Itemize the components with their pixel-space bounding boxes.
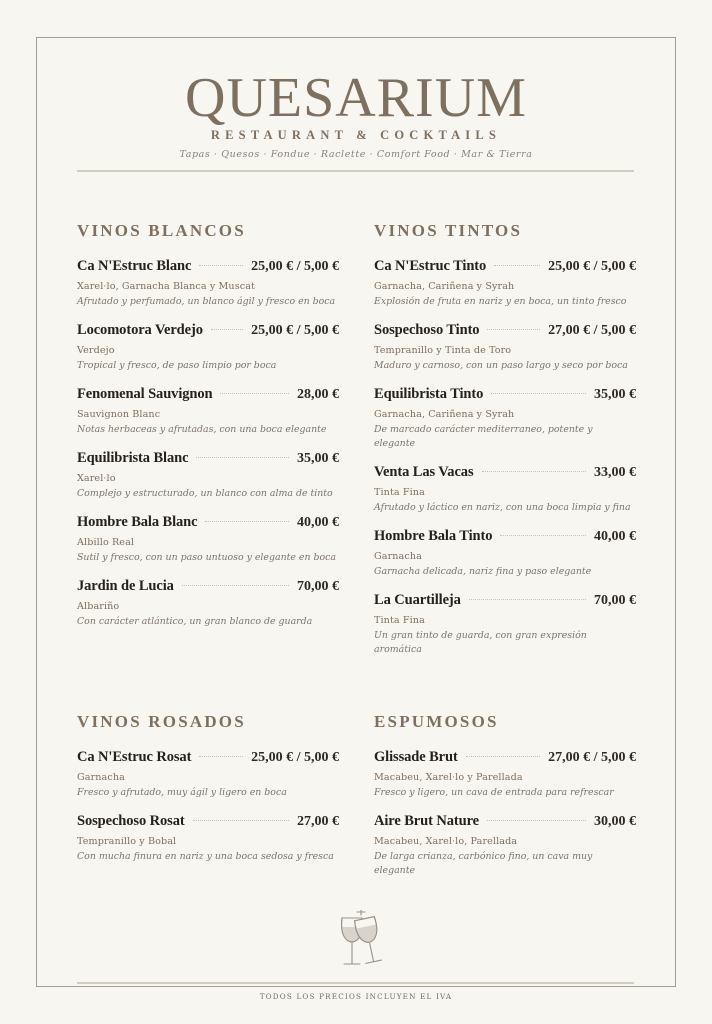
wine-glasses-icon [337, 910, 387, 968]
item-description: Con mucha finura en nariz y una boca sedosa y fresca [77, 851, 334, 862]
item-price: 27,00 € / 5,00 € [548, 323, 636, 338]
item-price: 35,00 € [297, 451, 339, 466]
section-title: ESPUMOSOS [374, 712, 499, 731]
item-name: Hombre Bala Blanc [77, 514, 198, 530]
item-price: 25,00 € / 5,00 € [251, 323, 339, 338]
brand-title: QUESARIUM [185, 67, 527, 129]
section-espumosos [374, 712, 636, 891]
item-description: Complejo y estructurado, un blanco con alma de tinto [77, 488, 333, 499]
item-grape: Albariño [77, 601, 120, 612]
item-price: 27,00 € [297, 814, 339, 829]
item-description: De marcado carácter mediterraneo, potente y elegante [374, 424, 593, 449]
item-grape: Tinta Fina [374, 487, 425, 498]
item-description: Sutil y fresco, con un paso untuoso y elegante en boca [77, 552, 336, 563]
menu-item [374, 386, 636, 451]
menu-item [77, 450, 339, 501]
item-name: La Cuartilleja [374, 592, 461, 608]
dot-leader [205, 521, 289, 522]
menu-item [374, 322, 636, 373]
menu-item [374, 528, 636, 579]
item-name: Hombre Bala Tinto [374, 528, 493, 544]
dot-leader [199, 756, 243, 757]
menu-item [77, 386, 339, 437]
item-description: De larga crianza, carbónico fino, un cava muy elegante [374, 851, 593, 876]
dot-leader [182, 585, 289, 586]
menu-item [77, 749, 339, 800]
footer-note: TODOS LOS PRECIOS INCLUYEN EL IVA [259, 992, 453, 1001]
item-description: Un gran tinto de guarda, con gran expresión aromática [374, 630, 587, 655]
item-description: Explosión de fruta en nariz y en boca, un tinto fresco [374, 296, 627, 307]
dot-leader [466, 756, 540, 757]
item-price: 25,00 € / 5,00 € [251, 750, 339, 765]
item-grape: Xarel·lo [77, 473, 116, 484]
dot-leader [487, 329, 540, 330]
menu-item [77, 322, 339, 373]
menu-item [374, 749, 636, 800]
item-name: Locomotora Verdejo [77, 322, 203, 338]
item-grape: Tempranillo y Bobal [77, 836, 177, 847]
dot-leader [211, 329, 243, 330]
menu-item [374, 592, 636, 657]
item-price: 25,00 € / 5,00 € [548, 259, 636, 274]
dot-leader [199, 265, 243, 266]
item-price: 35,00 € [594, 387, 636, 402]
item-grape: Garnacha, Cariñena y Syrah [374, 409, 515, 420]
section-title: VINOS BLANCOS [77, 221, 246, 240]
footer-divider [77, 982, 634, 984]
menu-item [374, 464, 636, 515]
item-grape: Tempranillo y Tinta de Toro [374, 345, 512, 356]
header-divider [77, 170, 634, 172]
item-price: 40,00 € [594, 529, 636, 544]
menu-item [374, 813, 636, 878]
item-name: Ca N'Estruc Blanc [77, 258, 192, 274]
item-price: 27,00 € / 5,00 € [548, 750, 636, 765]
item-grape: Tinta Fina [374, 615, 425, 626]
dot-leader [487, 820, 586, 821]
dot-leader [491, 393, 586, 394]
section-vinos-rosados [77, 712, 339, 877]
item-name: Equilibrista Tinto [374, 386, 484, 402]
item-name: Fenomenal Sauvignon [77, 386, 213, 402]
dot-leader [469, 599, 586, 600]
dot-leader [494, 265, 540, 266]
item-price: 33,00 € [594, 465, 636, 480]
item-description: Afrutado y perfumado, un blanco ágil y fresco en boca [77, 296, 336, 307]
item-price: 70,00 € [594, 593, 636, 608]
item-grape: Macabeu, Xarel·lo, Parellada [374, 836, 518, 847]
item-grape: Garnacha [374, 551, 422, 562]
item-grape: Macabeu, Xarel·lo y Parellada [374, 772, 523, 783]
menu-header [0, 67, 712, 160]
item-name: Ca N'Estruc Tinto [374, 258, 487, 274]
item-description: Afrutado y láctico en nariz, con una boca limpia y fina [374, 502, 631, 513]
item-grape: Garnacha, Cariñena y Syrah [374, 281, 515, 292]
menu-item [374, 258, 636, 309]
item-name: Glissade Brut [374, 749, 458, 765]
brand-subline: Tapas · Quesos · Fondue · Raclette · Comfort Food · Mar & Tierra [179, 149, 533, 160]
item-price: 28,00 € [297, 387, 339, 402]
item-grape: Albillo Real [77, 537, 135, 548]
item-price: 40,00 € [297, 515, 339, 530]
item-name: Aire Brut Nature [374, 813, 479, 829]
item-description: Fresco y ligero, un cava de entrada para refrescar [374, 787, 614, 798]
item-name: Sospechoso Rosat [77, 813, 185, 829]
section-vinos-tintos [374, 221, 636, 670]
dot-leader [196, 457, 289, 458]
item-price: 70,00 € [297, 579, 339, 594]
item-grape: Garnacha [77, 772, 125, 783]
item-name: Equilibrista Blanc [77, 450, 189, 466]
item-description: Garnacha delicada, nariz fina y paso elegante [374, 566, 592, 577]
item-description: Fresco y afrutado, muy ágil y ligero en boca [77, 787, 287, 798]
item-grape: Verdejo [77, 345, 115, 356]
item-description: Con carácter atlántico, un gran blanco de guarda [77, 616, 313, 627]
menu-item [77, 258, 339, 309]
item-description: Tropical y fresco, de paso limpio por boca [77, 360, 277, 371]
item-description: Notas herbaceas y afrutadas, con una boca elegante [77, 424, 327, 435]
item-grape: Xarel·lo, Garnacha Blanca y Muscat [77, 281, 255, 292]
item-name: Venta Las Vacas [374, 464, 474, 480]
section-vinos-blancos [77, 221, 339, 642]
dot-leader [500, 535, 586, 536]
item-grape: Sauvignon Blanc [77, 409, 161, 420]
brand-tagline: RESTAURANT & COCKTAILS [210, 128, 502, 142]
item-description: Maduro y carnoso, con un paso largo y seco por boca [374, 360, 628, 371]
dot-leader [220, 393, 289, 394]
menu-item [77, 813, 339, 864]
dot-leader [482, 471, 587, 472]
item-price: 25,00 € / 5,00 € [251, 259, 339, 274]
section-title: VINOS TINTOS [374, 221, 523, 240]
item-price: 30,00 € [594, 814, 636, 829]
section-title: VINOS ROSADOS [77, 712, 246, 731]
dot-leader [193, 820, 289, 821]
menu-item [77, 514, 339, 565]
menu-item [77, 578, 339, 629]
item-name: Ca N'Estruc Rosat [77, 749, 192, 765]
item-name: Sospechoso Tinto [374, 322, 480, 338]
item-name: Jardin de Lucia [77, 578, 174, 594]
